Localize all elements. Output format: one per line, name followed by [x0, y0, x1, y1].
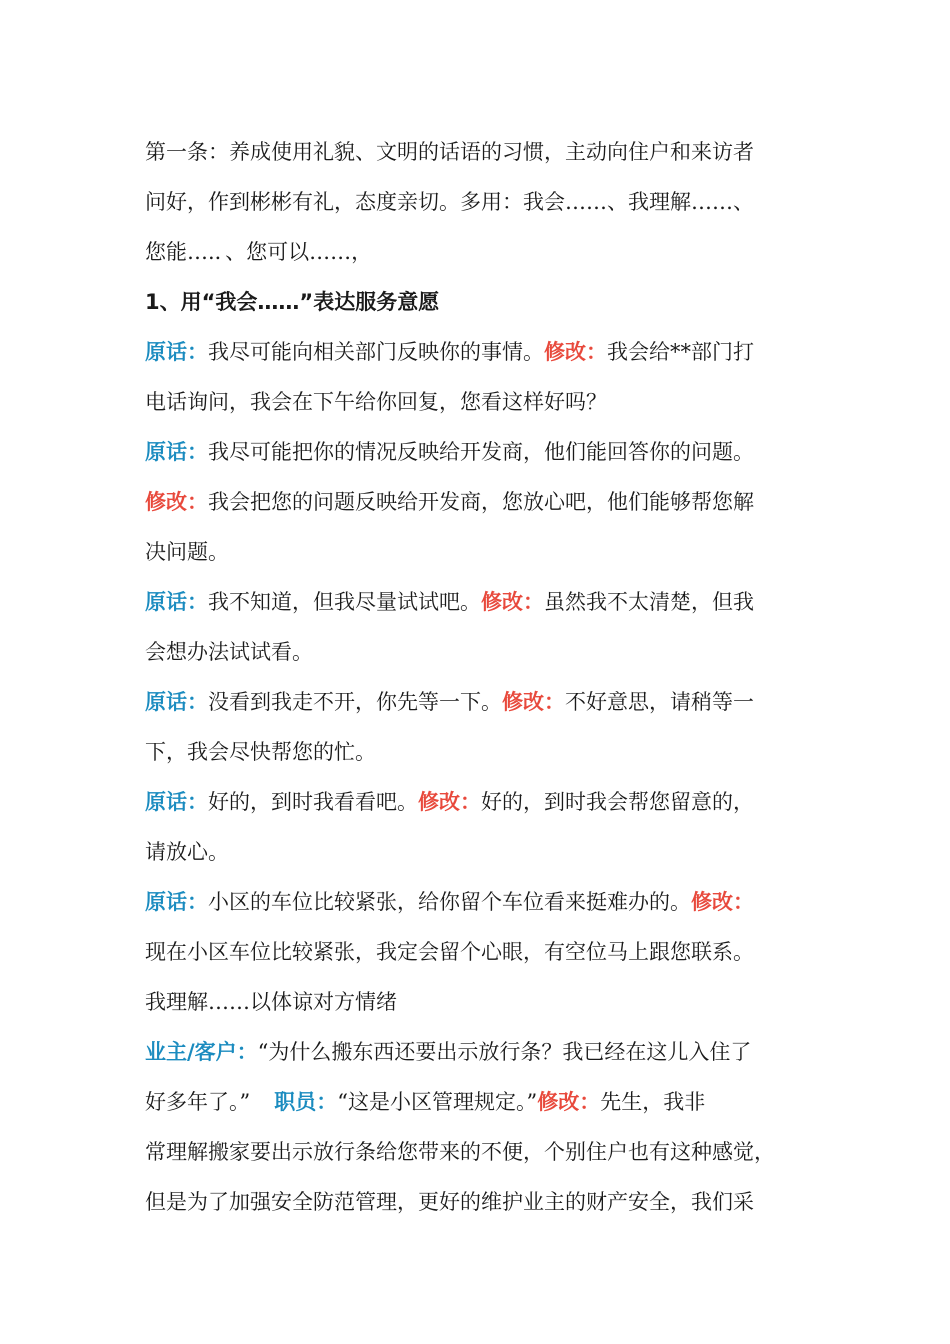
text: 小区的车位比较紧张，给你留个车位看来挺难办的。: [208, 890, 691, 914]
original-label: 原话：: [145, 690, 208, 714]
example-line: [145, 427, 810, 477]
modified-label: 修改：: [691, 890, 754, 914]
text: 您能….．、您可以……，: [145, 240, 373, 264]
paragraph-line: [145, 227, 810, 277]
modified-label: 修改：: [502, 690, 565, 714]
paragraph-line: [145, 827, 810, 877]
paragraph-line: [145, 927, 810, 977]
text: 好的，到时我看看吧。: [208, 790, 418, 814]
modified-label: 修改：: [537, 1090, 601, 1114]
text: “为什么搬东西还要出示放行条？我已经在这儿入住了: [257, 1040, 752, 1064]
text: 好的，到时我会帮您留意的，: [481, 790, 754, 814]
document-body: [145, 127, 810, 1227]
text: 我尽可能把你的情况反映给开发商，他们能回答你的问题。: [208, 440, 754, 464]
text: 决问题。: [145, 540, 229, 564]
text: 不好意思，请稍等一: [565, 690, 754, 714]
section-heading: [145, 277, 810, 327]
text: 现在小区车位比较紧张，我定会留个心眼，有空位马上跟您联系。: [145, 940, 754, 964]
paragraph-line: [145, 977, 810, 1027]
text: “这是小区管理规定。”: [337, 1090, 538, 1114]
original-label: 原话：: [145, 590, 208, 614]
original-label: 原话：: [145, 790, 208, 814]
paragraph-line: [145, 1127, 810, 1177]
modified-label: 修改：: [481, 590, 544, 614]
text: 没看到我走不开，你先等一下。: [208, 690, 502, 714]
example-line: [145, 677, 810, 727]
heading-text: 1、用“我会……”表达服务意愿: [145, 290, 440, 314]
example-line: [145, 327, 810, 377]
paragraph-line: [145, 127, 810, 177]
example-line: [145, 477, 810, 527]
text: 我尽可能向相关部门反映你的事情。: [208, 340, 544, 364]
staff-label: 职员：: [274, 1090, 338, 1114]
paragraph-line: [145, 1177, 810, 1227]
text: 我会把您的问题反映给开发商，您放心吧，他们能够帮您解: [208, 490, 754, 514]
example-line: [145, 877, 810, 927]
text: 好多年了。”: [145, 1090, 251, 1114]
text: 我不知道，但我尽量试试吧。: [208, 590, 481, 614]
text: 我会给**部门打: [607, 340, 754, 364]
paragraph-line: [145, 627, 810, 677]
original-label: 原话：: [145, 890, 208, 914]
modified-label: 修改：: [145, 490, 208, 514]
example-line: [145, 577, 810, 627]
text: 常理解搬家要出示放行条给您带来的不便，个别住户也有这种感觉，: [145, 1140, 775, 1164]
text: 虽然我不太清楚，但我: [544, 590, 754, 614]
text: 但是为了加强安全防范管理，更好的维护业主的财产安全，我们采: [145, 1190, 754, 1214]
owner-label: 业主/客户：: [145, 1040, 258, 1064]
text: 先生，我非: [600, 1090, 706, 1114]
paragraph-line: [145, 377, 810, 427]
modified-label: 修改：: [418, 790, 481, 814]
modified-label: 修改：: [544, 340, 607, 364]
original-label: 原话：: [145, 340, 208, 364]
text: 问好，作到彬彬有礼，态度亲切。多用：我会……、我理解……、: [145, 190, 754, 214]
text: 请放心。: [145, 840, 229, 864]
dialogue-line: [145, 1027, 810, 1077]
text: 电话询问，我会在下午给你回复，您看这样好吗？: [145, 390, 607, 414]
paragraph-line: [145, 727, 810, 777]
original-label: 原话：: [145, 440, 208, 464]
text: 我理解……以体谅对方情绪: [145, 990, 397, 1014]
paragraph-line: [145, 527, 810, 577]
text: 下，我会尽快帮您的忙。: [145, 740, 376, 764]
text: 会想办法试试看。: [145, 640, 313, 664]
text: 第一条：养成使用礼貌、文明的话语的习惯，主动向住户和来访者: [145, 140, 754, 164]
example-line: [145, 777, 810, 827]
paragraph-line: [145, 177, 810, 227]
dialogue-line: [145, 1077, 810, 1127]
